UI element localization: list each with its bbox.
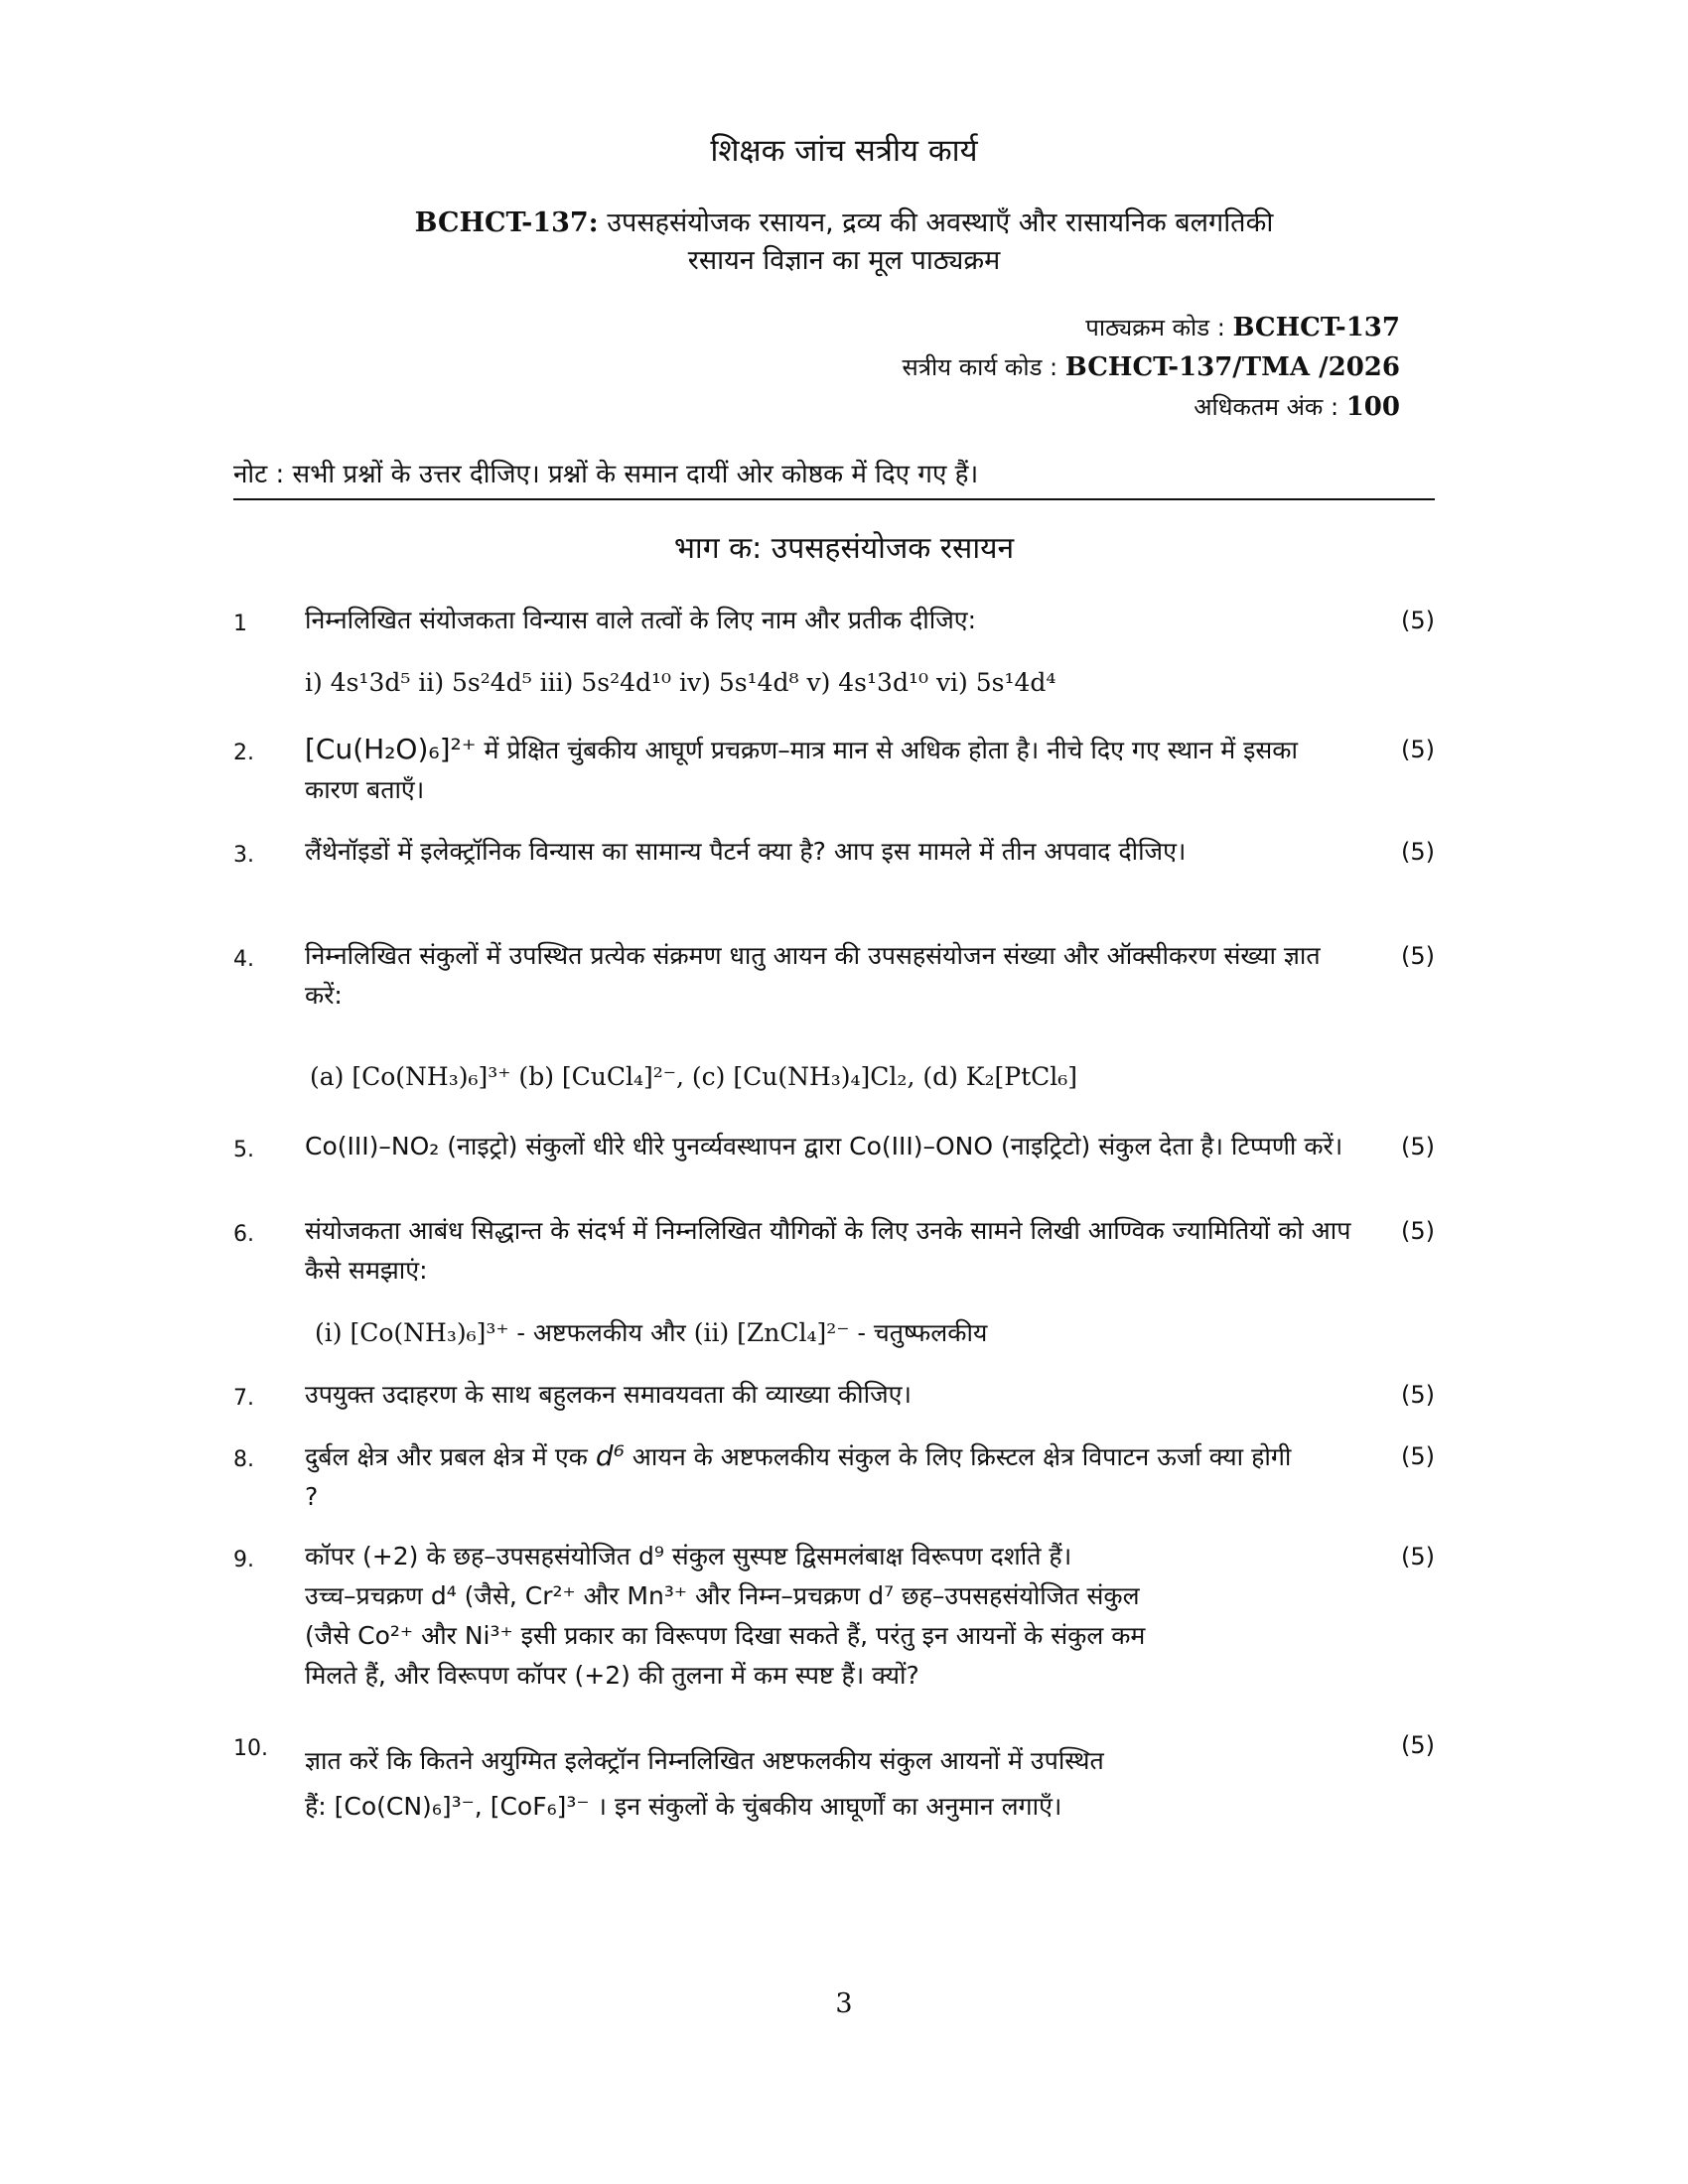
question-number: 9.	[233, 1548, 254, 1572]
question-6	[233, 1211, 1435, 1291]
q9-line-4: मिलते हैं, और विरूपण कॉपर (+2) की तुलना में कम स्पष्ट हैं। क्यों?	[305, 1661, 919, 1690]
course-code-value: BCHCT-137	[1232, 313, 1400, 342]
course-code-label: पाठ्यक्रम कोड :	[1085, 314, 1225, 341]
page-number: 3	[835, 1988, 853, 2019]
question-1	[233, 601, 1435, 640]
question-marks: (5)	[1401, 1217, 1435, 1245]
course-code-row	[902, 308, 1400, 347]
q2-formula: [Cu(H₂O)₆]²⁺	[305, 733, 477, 765]
question-text	[305, 730, 1357, 810]
question-3	[233, 832, 1435, 872]
question-marks: (5)	[1401, 1442, 1435, 1470]
course-title-line1	[0, 205, 1688, 242]
question-text: निम्नलिखित संकुलों में उपस्थित प्रत्येक संक्रमण धातु आयन की उपसहसंयोजन संख्या और ऑक्सीकरण संख्या ज्ञात करें:	[305, 941, 1321, 1010]
question-2	[233, 730, 1435, 810]
question-text: उपयुक्त उदाहरण के साथ बहुलकन समावयवता की व्याख्या कीजिए।	[305, 1380, 912, 1409]
question-10	[233, 1722, 1435, 1830]
q4-complexes: (a) [Co(NH₃)₆]³⁺ (b) [CuCl₄]²⁻, (c) [Cu(NH₃)₄]Cl₂, (d) K₂[PtCl₆]	[310, 1062, 1078, 1091]
question-text	[305, 1537, 1357, 1696]
q8-text: आयन के अष्टफलकीय संकुल के लिए क्रिस्टल क्षेत्र विपाटन ऊर्जा क्या होगी ?	[305, 1442, 1292, 1511]
assignment-meta	[902, 308, 1400, 427]
course-code-bold: BCHCT-137:	[414, 207, 599, 238]
q9-line-2: उच्च–प्रचक्रण d⁴ (जैसे, Cr²⁺ और Mn³⁺ और निम्न–प्रचक्रण d⁷ छह–उपसहसंयोजित संकुल	[305, 1581, 1140, 1610]
question-text	[305, 1436, 1298, 1517]
question-marks: (5)	[1401, 1133, 1435, 1160]
question-9	[233, 1537, 1435, 1696]
question-marks: (5)	[1401, 736, 1435, 763]
question-marks: (5)	[1401, 942, 1435, 970]
max-marks-value: 100	[1345, 392, 1400, 422]
question-marks: (5)	[1401, 1731, 1435, 1759]
question-text: संयोजकता आबंध सिद्धान्त के संदर्भ में निम्नलिखित यौगिकों के लिए उनके सामने लिखी आण्विक ज्यामितियों को आप कैसे समझाएं:	[305, 1216, 1351, 1285]
question-7	[233, 1375, 1435, 1415]
question-marks: (5)	[1401, 1381, 1435, 1409]
question-text	[305, 1722, 1357, 1830]
q1-configurations: i) 4s¹3d⁵ ii) 5s²4d⁵ iii) 5s²4d¹⁰ iv) 5s¹4d⁸ v) 4s¹3d¹⁰ vi) 5s¹4d⁴	[305, 668, 1056, 697]
question-marks: (5)	[1401, 607, 1435, 634]
assignment-code-row	[902, 347, 1400, 387]
q10-line-2: हैं: [Co(CN)₆]³⁻, [CoF₆]³⁻ । इन संकुलों के चुंबकीय आघूर्णों का अनुमान लगाएँ।	[305, 1792, 1062, 1821]
q8-ion: d⁶	[595, 1439, 625, 1472]
question-number: 1	[233, 612, 247, 636]
question-number: 10.	[233, 1736, 268, 1761]
question-5	[233, 1127, 1435, 1166]
q6-compounds: (i) [Co(NH₃)₆]³⁺ - अष्टफलकीय और (ii) [ZnCl₄]²⁻ - चतुष्फलकीय	[315, 1318, 988, 1347]
question-number: 8.	[233, 1447, 254, 1472]
section-title: भाग क: उपसहसंयोजक रसायन	[673, 531, 1015, 566]
question-number: 4.	[233, 947, 254, 972]
assignment-code-label: सत्रीय कार्य कोड :	[902, 353, 1058, 381]
q9-line-3: (जैसे Co²⁺ और Ni³⁺ इसी प्रकार का विरूपण दिखा सकते हैं, परंतु इन आयनों के संकुल कम	[305, 1621, 1146, 1650]
question-text: लैंथेनॉइडों में इलेक्ट्रॉनिक विन्यास का सामान्य पैटर्न क्या है? आप इस मामले में तीन अपवाद दीजिए।	[305, 837, 1187, 866]
question-number: 3.	[233, 843, 254, 868]
question-number: 2.	[233, 741, 254, 765]
question-text: Co(III)–NO₂ (नाइट्रो) संकुलों धीरे धीरे पुनर्व्यवस्थापन द्वारा Co(III)–ONO (नाइट्रिटो) संकुल देता है। टिप्पणी करें।	[305, 1132, 1343, 1160]
document-title: शिक्षक जांच सत्रीय कार्य	[710, 133, 978, 169]
question-8	[233, 1436, 1435, 1517]
max-marks-label: अधिकतम अंक :	[1194, 393, 1339, 421]
question-number: 7.	[233, 1386, 254, 1411]
question-marks: (5)	[1401, 1543, 1435, 1570]
course-title-text: उपसहसंयोजक रसायन, द्रव्य की अवस्थाएँ और रासायनिक बलगतिकी	[598, 207, 1274, 238]
max-marks-row	[902, 387, 1400, 427]
q2-text: में प्रेक्षित चुंबकीय आघूर्ण प्रचक्रण–मात्र मान से अधिक होता है। नीचे दिए गए स्थान में इसका कारण बताएँ।	[305, 736, 1298, 804]
assignment-code-value: BCHCT-137/TMA /2026	[1064, 352, 1400, 382]
course-title	[0, 205, 1688, 280]
question-4	[233, 936, 1435, 1016]
q9-line-1: कॉपर (+2) के छह–उपसहसंयोजित d⁹ संकुल सुस्पष्ट द्विसमलंबाक्ष विरूपण दर्शाते हैं।	[305, 1542, 1072, 1570]
q10-line-1: ज्ञात करें कि कितने अयुग्मित इलेक्ट्रॉन निम्नलिखित अष्टफलकीय संकुल आयनों में उपस्थित	[305, 1746, 1104, 1775]
question-number: 5.	[233, 1138, 254, 1162]
question-marks: (5)	[1401, 838, 1435, 866]
q8-prefix: दुर्बल क्षेत्र और प्रबल क्षेत्र में एक	[305, 1442, 588, 1471]
question-text: निम्नलिखित संयोजकता विन्यास वाले तत्वों के लिए नाम और प्रतीक दीजिए:	[305, 606, 976, 634]
course-title-line2: रसायन विज्ञान का मूल पाठ्यक्रम	[687, 245, 1001, 276]
question-number: 6.	[233, 1222, 254, 1247]
instruction-note: नोट : सभी प्रश्नों के उत्तर दीजिए। प्रश्नों के समान दायीं ओर कोष्ठक में दिए गए हैं।	[233, 455, 1435, 500]
